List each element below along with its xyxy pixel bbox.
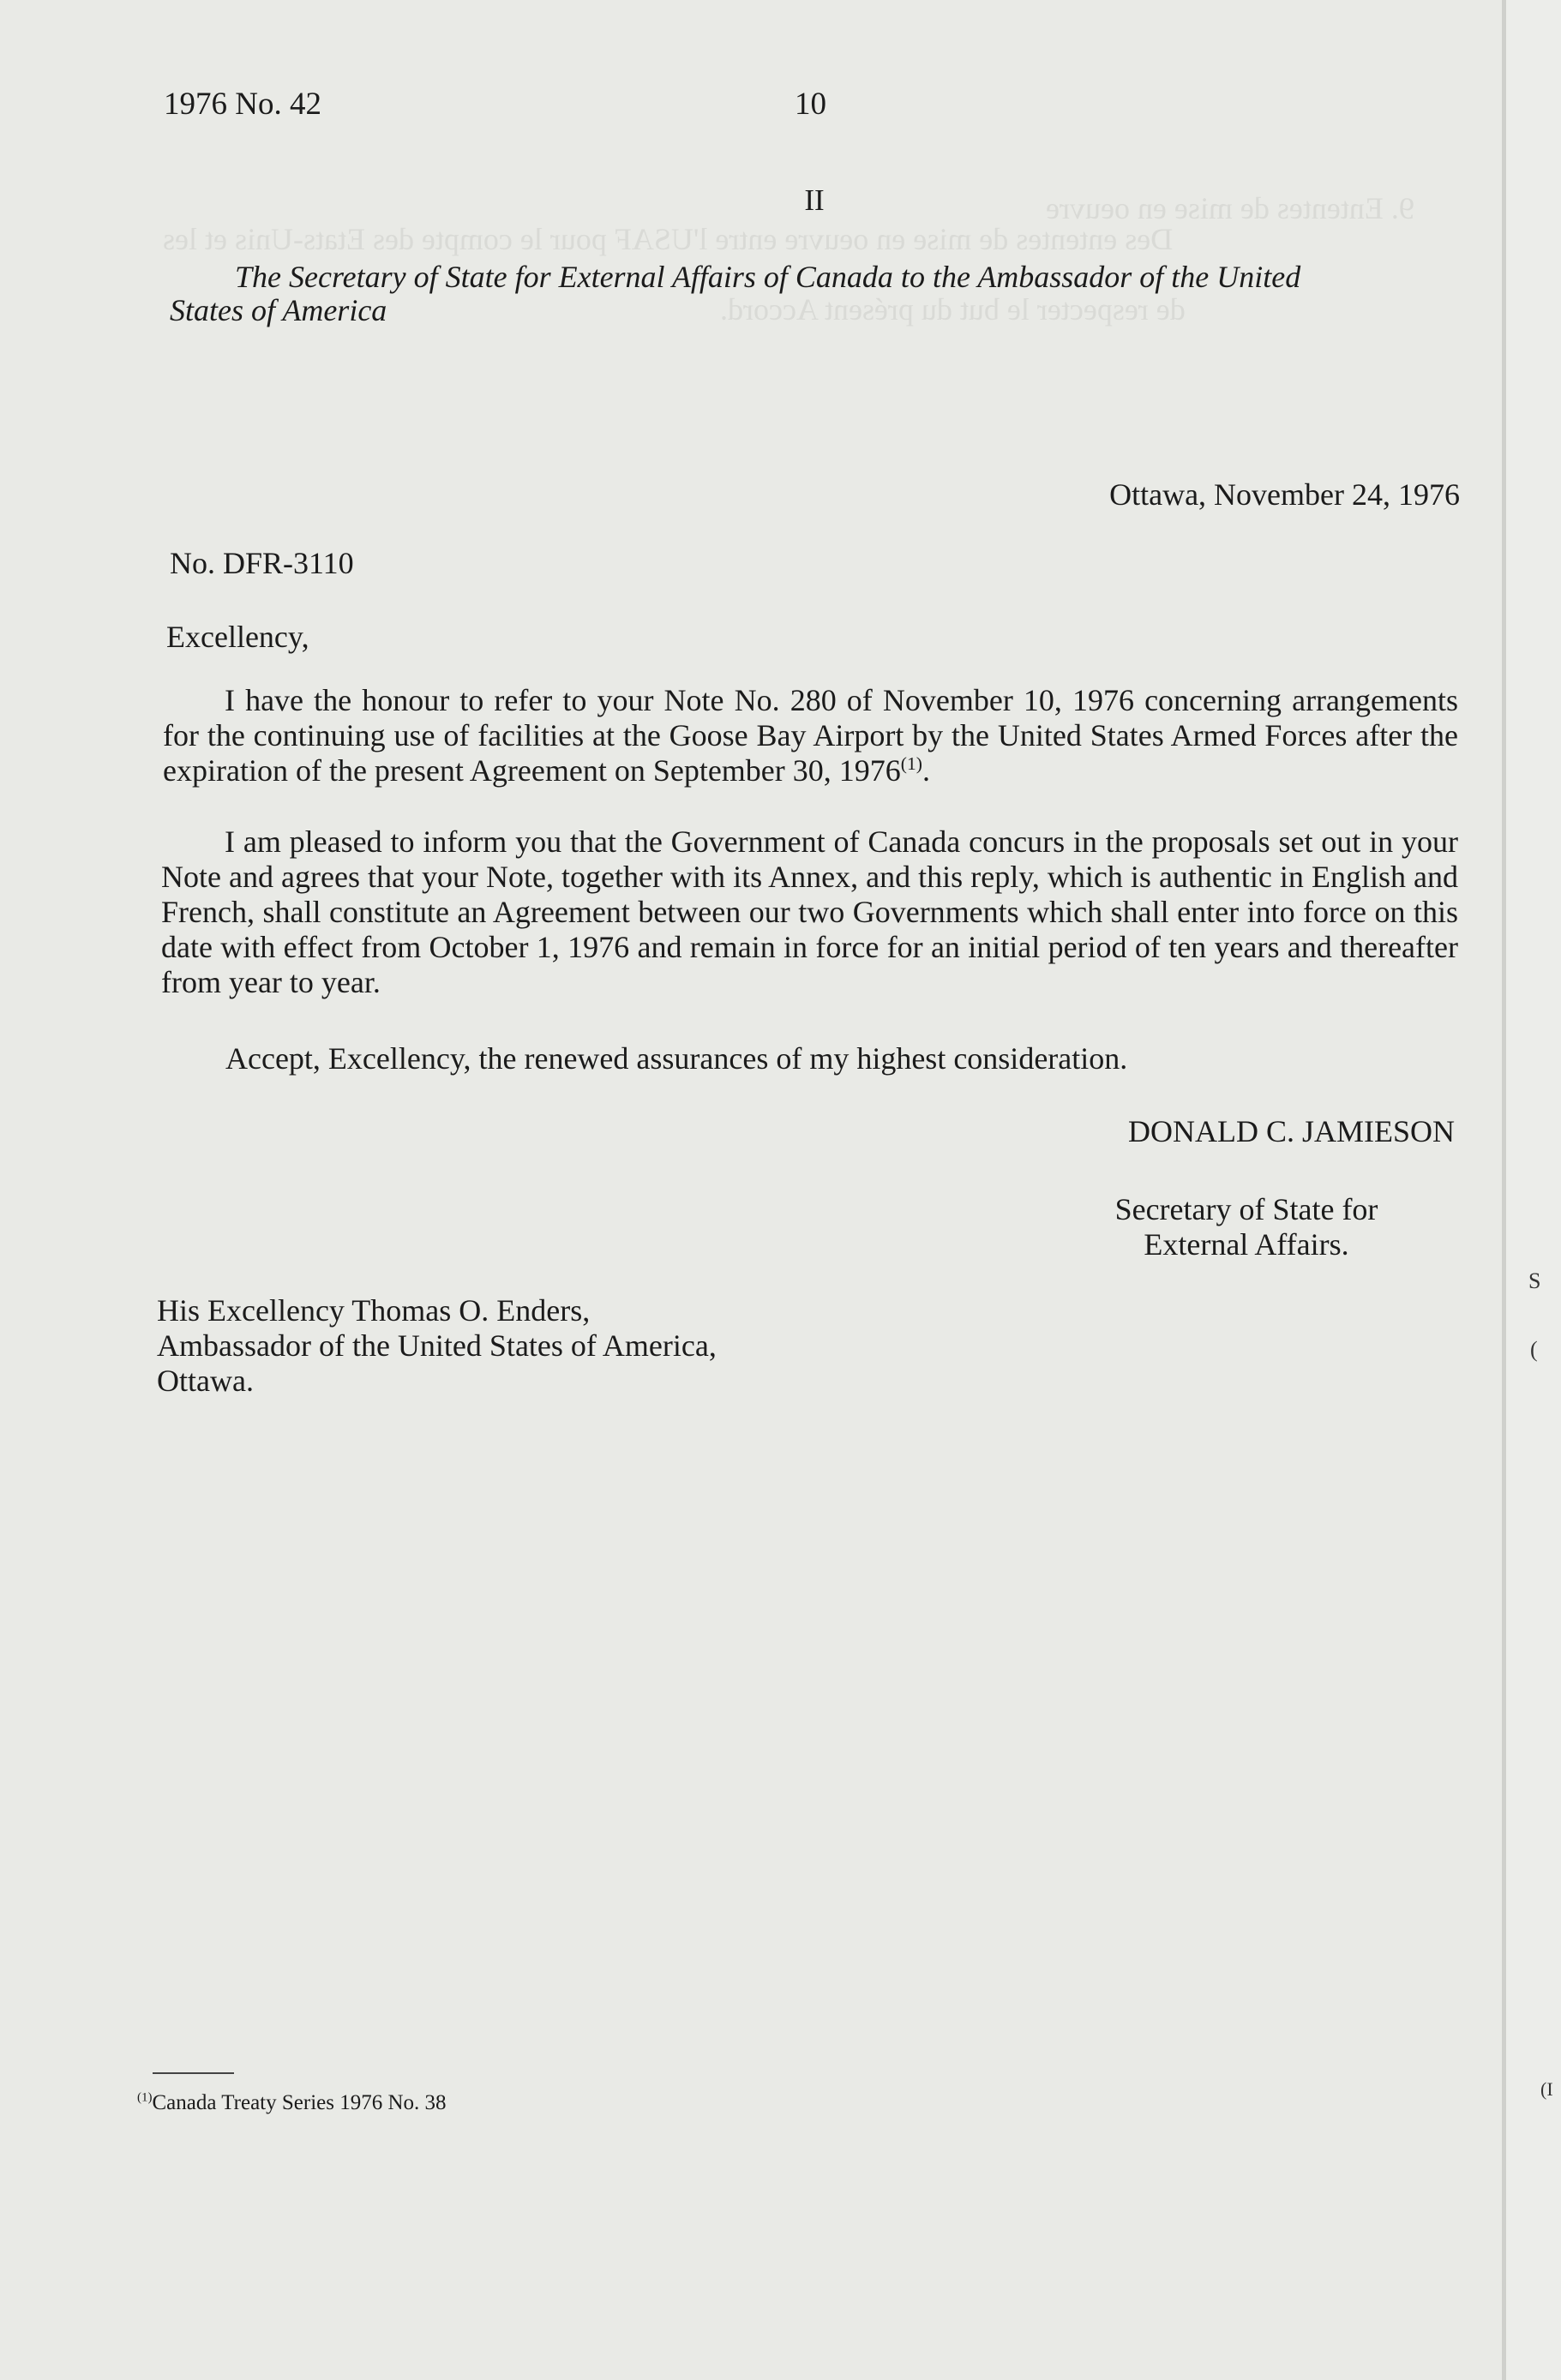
place-date: Ottawa, November 24, 1976 [1109, 477, 1460, 512]
letter-heading [170, 261, 1461, 327]
addressee-block [157, 1293, 717, 1399]
addressee-line2: Ambassador of the United States of America, [157, 1328, 717, 1363]
bleed-through-line: de respecter le but du présent Accord. [720, 292, 1186, 327]
section-number: II [804, 183, 825, 217]
salutation: Excellency, [166, 620, 309, 654]
footnote-text: Canada Treaty Series 1976 No. 38 [152, 2091, 447, 2114]
adjacent-page-fragment: ( [1530, 1337, 1538, 1362]
closing-line: Accept, Excellency, the renewed assurances of my highest consideration. [225, 1041, 1128, 1076]
paragraph-2: I am pleased to inform you that the Government of Canada concurs in the proposals set out in your Note and agrees that your Note, together with its Annex, and this reply, which is authentic in English and French, shall constitute an Agreement between our two Governments which shall enter into force on this date with effect from October 1, 1976 and remain in force for an initial period of ten years and thereafter from year to year. [161, 824, 1458, 999]
page-number: 10 [795, 87, 826, 122]
adjacent-page-fragment: S [1528, 1268, 1541, 1293]
bleed-through-line: Des ententes de mise en oeuvre entre l'USAF pour le compte des Etats-Unis et les [163, 222, 1174, 256]
series-label: 1976 No. 42 [164, 87, 321, 122]
paragraph-1 [163, 683, 1458, 788]
footnote-rule [153, 2072, 234, 2074]
adjacent-page-strip [1506, 0, 1561, 2380]
addressee-line1: His Excellency Thomas O. Enders, [157, 1293, 591, 1328]
signatory-title-line2: External Affairs. [1144, 1227, 1349, 1262]
footnote-reference: (1) [900, 753, 922, 774]
reference-number: No. DFR-3110 [170, 546, 354, 580]
letter-heading-line1: The Secretary of State for External Affairs of Canada to the Ambassador of the United [235, 260, 1301, 294]
adjacent-page-fragment: (I [1540, 2078, 1553, 2100]
signatory-title-line1: Secretary of State for [1114, 1192, 1378, 1226]
paragraph-1-text: I have the honour to refer to your Note No. 280 of November 10, 1976 concerning arrangements for the continuing use of facilities at the Goose Bay Airport by the United States Armed Forces after the expiration of the present Agreement on September 30, 1976 [163, 683, 1458, 788]
footnote [137, 2091, 447, 2115]
signatory-title [1076, 1192, 1417, 1262]
addressee-line3: Ottawa. [157, 1364, 254, 1398]
bleed-through-line: 9. Ententes de mise en oeuvre [1046, 191, 1414, 225]
footnote-mark: (1) [137, 2090, 153, 2105]
paragraph-1-end: . [922, 753, 930, 788]
letter-heading-line2: States of America [170, 293, 387, 327]
signatory-name: DONALD C. JAMIESON [1127, 1114, 1455, 1148]
